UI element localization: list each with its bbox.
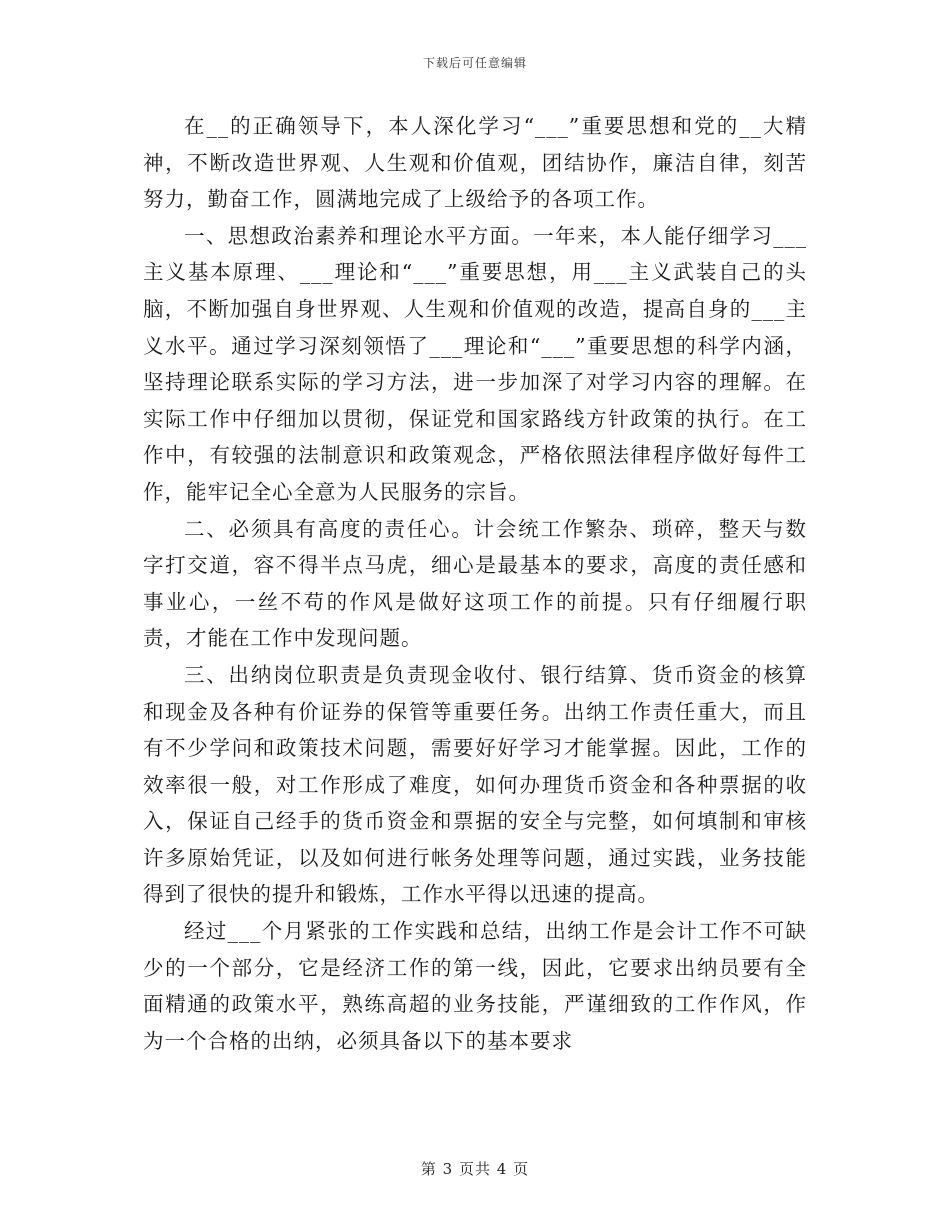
paragraph-section-2: 二、必须具有高度的责任心。计会统工作繁杂、琐碎，整天与数字打交道，容不得半点马虎，细心是最基本的要求，高度的责任感和事业心，一丝不苟的作风是做好这项工作的前提。只有仔细履行职责，才能在工作中发现问题。 xyxy=(143,516,807,651)
paragraph-intro: 在__的正确领导下，本人深化学习“___”重要思想和党的__大精神，不断改造世界观、人生观和价值观，团结协作，廉洁自律，刻苦努力，勤奋工作，圆满地完成了上级给予的各项工作。 xyxy=(143,114,807,212)
document-body xyxy=(143,108,807,1059)
paragraph-section-1: 一、思想政治素养和理论水平方面。一年来，本人能仔细学习___主义基本原理、___理论和“___”重要思想，用___主义武装自己的头脑，不断加强自身世界观、人生观和价值观的改造，提高自身的___主义水平。通过学习深刻领悟了___理论和“___”重要思想的科学内涵，坚持理论联系实际的学习方法，进一步加深了对学习内容的理解。在实际工作中仔细加以贯彻，保证党和国家路线方针政策的执行。在工作中，有较强的法制意识和政策观念，严格依照法律程序做好每件工作，能牢记全心全意为人民服务的宗旨。 xyxy=(143,223,807,504)
paragraph-section-3: 三、出纳岗位职责是负责现金收付、银行结算、货币资金的核算和现金及各种有价证券的保管等重要任务。出纳工作责任重大，而且有不少学问和政策技术问题，需要好好学习才能掌握。因此，工作的效率很一般，对工作形成了难度，如何办理货币资金和各种票据的收入，保证自己经手的货币资金和票据的安全与完整，如何填制和审核许多原始凭证，以及如何进行帐务处理等问题，通过实践，业务技能得到了很快的提升和锻炼，工作水平得以迅速的提高。 xyxy=(143,662,807,907)
page-number-footer: 第 3 页共 4 页 xyxy=(420,1160,530,1178)
page-header: 下载后可任意编辑 xyxy=(422,56,527,70)
paragraph-summary: 经过___个月紧张的工作实践和总结，出纳工作是会计工作不可缺少的一个部分，它是经济工作的第一线，因此，它要求出纳员要有全面精通的政策水平，熟练高超的业务技能，严谨细致的工作作风，作为一个合格的出纳，必须具备以下的基本要求 xyxy=(143,919,807,1053)
